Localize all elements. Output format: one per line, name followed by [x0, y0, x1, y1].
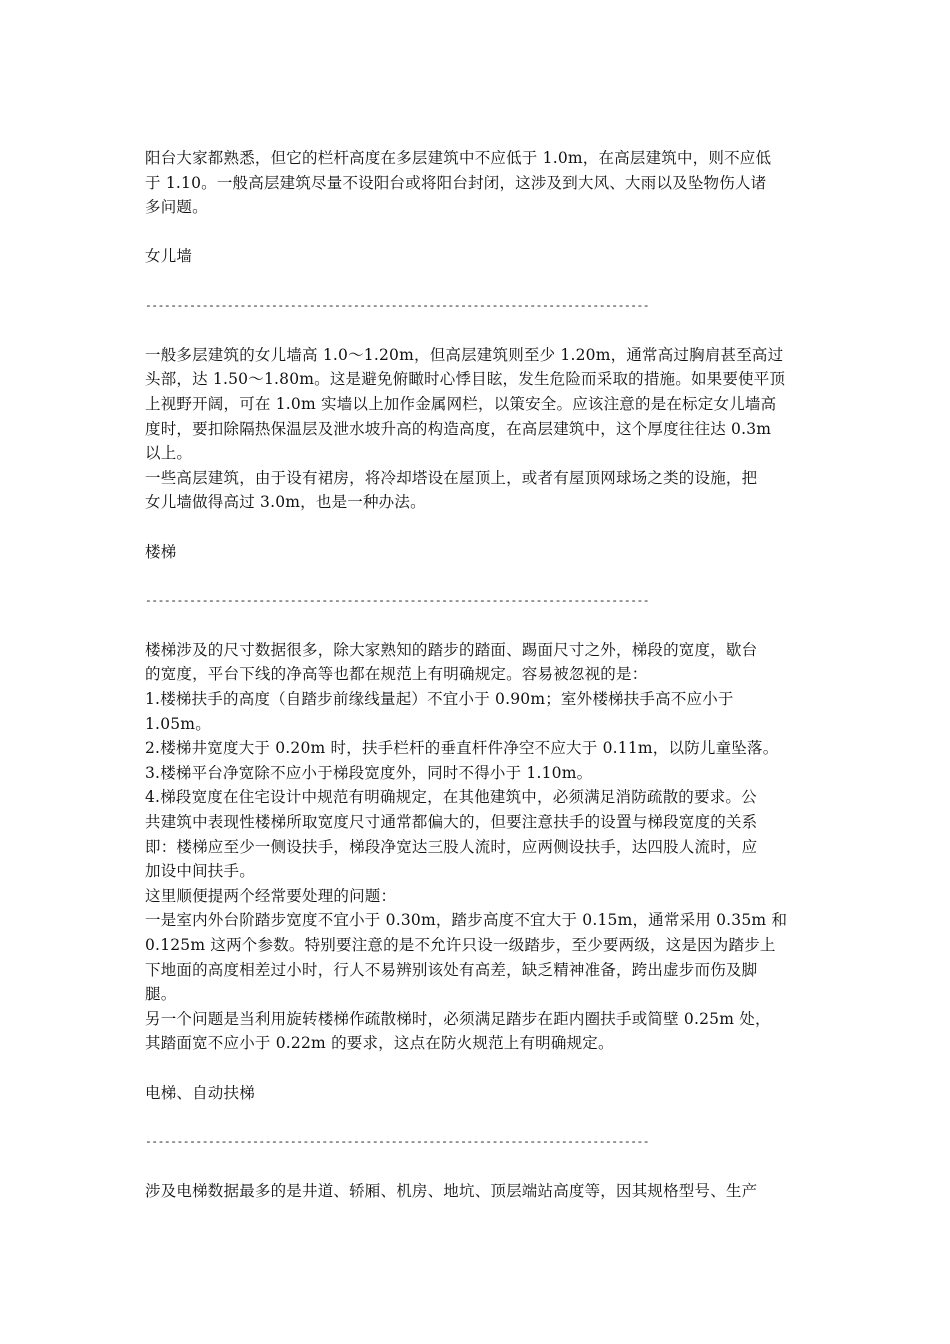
parapet-paragraph	[145, 343, 809, 515]
text-line: 3.楼梯平台净宽除不应小于梯段宽度外，同时不得小于 1.10m。	[145, 763, 593, 782]
text-line: 的宽度，平台下线的净高等也都在规范上有明确规定。容易被忽视的是：	[145, 665, 648, 684]
text-line: 多问题。	[145, 198, 208, 217]
text-line: 加设中间扶手。	[145, 862, 255, 881]
text-line: 女儿墙做得高过 3.0m，也是一种办法。	[145, 493, 426, 512]
text-line: 1.楼梯扶手的高度（自踏步前缘线量起）不宜小于 0.90m；室外楼梯扶手高不应小于	[145, 690, 734, 709]
text-line: 上视野开阔，可在 1.0m 实墙以上加作金属网栏，以策安全。应该注意的是在标定女儿墙高	[145, 394, 777, 413]
document-page	[145, 146, 809, 1204]
section-heading-elevator: 电梯、自动扶梯	[145, 1083, 255, 1102]
dashed-separator: --------------------------------------------------------------------------------	[145, 593, 650, 607]
section-heading-stairs: 楼梯	[145, 542, 177, 561]
dashed-separator: --------------------------------------------------------------------------------	[145, 1134, 650, 1148]
text-line: 1.05m。	[145, 714, 211, 733]
text-line: 下地面的高度相差过小时，行人不易辨别该处有高差，缺乏精神准备，跨出虚步而伤及脚	[145, 960, 758, 979]
text-line: 其踏面宽不应小于 0.22m 的要求，这点在防火规范上有明确规定。	[145, 1034, 614, 1053]
text-line: 共建筑中表现性楼梯所取宽度尺寸通常都偏大的，但要注意扶手的设置与梯段宽度的关系	[145, 813, 758, 832]
stairs-paragraph	[145, 638, 809, 1056]
text-line: 0.125m 这两个参数。特别要注意的是不允许只设一级踏步，至少要两级，这是因为踏步上	[145, 936, 776, 954]
text-line: 腿。	[145, 985, 177, 1004]
text-line: 度时，要扣除隔热保温层及泄水坡升高的构造高度，在高层建筑中，这个厚度往往达 0.3m	[145, 419, 772, 438]
text-line: 头部，达 1.50～1.80m。这是避免俯瞰时心悸目眩，发生危险而采取的措施。如果要使平顶	[145, 370, 786, 389]
text-line: 2.楼梯井宽度大于 0.20m 时，扶手栏杆的垂直杆件净空不应大于 0.11m，以防儿童坠落。	[145, 739, 779, 758]
text-line: 这里顺便提两个经常要处理的问题：	[145, 886, 397, 905]
section-heading-parapet: 女儿墙	[145, 247, 193, 266]
text-line: 涉及电梯数据最多的是井道、轿厢、机房、地坑、顶层端站高度等，因其规格型号、生产	[145, 1181, 758, 1200]
elevator-paragraph	[145, 1179, 809, 1204]
text-line: 一般多层建筑的女儿墙高 1.0～1.20m，但高层建筑则至少 1.20m，通常高过胸肩甚至高过	[145, 345, 784, 364]
text-line: 以上。	[145, 444, 193, 463]
text-line: 楼梯涉及的尺寸数据很多，除大家熟知的踏步的踏面、踢面尺寸之外，梯段的宽度，歇台	[145, 640, 758, 659]
dashed-separator: --------------------------------------------------------------------------------	[145, 298, 650, 312]
text-line: 阳台大家都熟悉，但它的栏杆高度在多层建筑中不应低于 1.0m，在高层建筑中，则不应低	[145, 149, 772, 167]
text-line: 即：楼梯应至少一侧设扶手，梯段净宽达三股人流时，应两侧设扶手，达四股人流时，应	[145, 837, 758, 856]
balcony-paragraph	[145, 146, 809, 220]
text-line: 于 1.10。一般高层建筑尽量不设阳台或将阳台封闭，这涉及到大风、大雨以及坠物伤人诸	[145, 173, 767, 192]
text-line: 另一个问题是当利用旋转楼梯作疏散梯时，必须满足踏步在距内圈扶手或简壁 0.25m 处，	[145, 1009, 771, 1028]
text-line: 一是室内外台阶踏步宽度不宜小于 0.30m，踏步高度不宜大于 0.15m，通常采用 0.35m 和	[145, 911, 788, 930]
text-line: 一些高层建筑，由于设有裙房，将冷却塔设在屋顶上，或者有屋顶网球场之类的设施，把	[145, 468, 758, 487]
text-line: 4.梯段宽度在住宅设计中规范有明确规定，在其他建筑中，必须满足消防疏散的要求。公	[145, 788, 757, 807]
